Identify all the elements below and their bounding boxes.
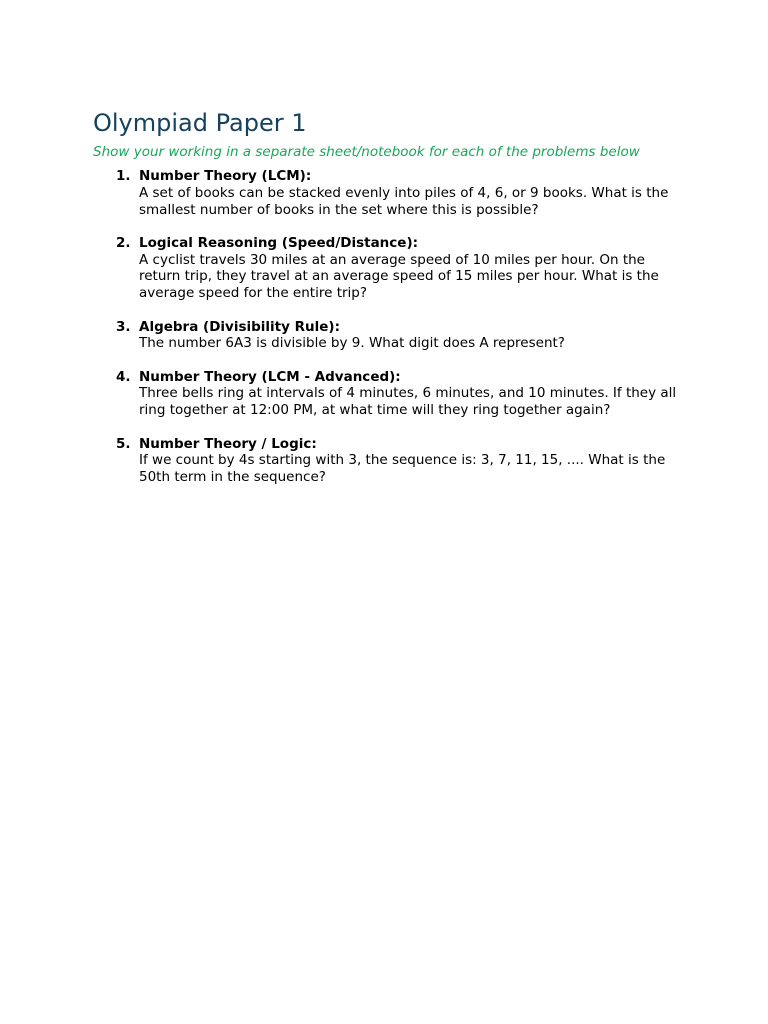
problem-text: If we count by 4s starting with 3, the sequence is: 3, 7, 11, 15, .... What is the 50th term in the sequence? <box>139 452 666 486</box>
problem-number: 4. <box>116 368 131 385</box>
problem-heading: Logical Reasoning (Speed/Distance): <box>139 234 419 251</box>
instruction-text: Show your working in a separate sheet/notebook for each of the problems below <box>93 144 640 160</box>
problem-list <box>93 168 678 486</box>
problem-text: A cyclist travels 30 miles at an average speed of 10 miles per hour. On the return trip, they travel at an average speed of 15 miles per hour. What is the average speed for the entire trip? <box>139 251 659 302</box>
problem-number: 3. <box>116 318 131 335</box>
problem-item-3 <box>93 319 678 353</box>
problem-item-5 <box>93 436 678 486</box>
document-page <box>93 106 678 502</box>
problem-heading: Number Theory (LCM): <box>139 168 312 184</box>
page-title: Olympiad Paper 1 <box>93 109 307 137</box>
problem-item-1 <box>93 168 678 218</box>
problem-number: 5. <box>116 435 131 452</box>
problem-heading: Algebra (Divisibility Rule): <box>139 318 340 335</box>
problem-heading: Number Theory (LCM - Advanced): <box>139 368 401 385</box>
problem-heading: Number Theory / Logic: <box>139 435 317 452</box>
problem-number: 2. <box>116 234 131 251</box>
problem-item-2 <box>93 235 678 302</box>
problem-item-4 <box>93 369 678 419</box>
problem-text: A set of books can be stacked evenly into piles of 4, 6, or 9 books. What is the smallest number of books in the set where this is possible? <box>139 184 669 218</box>
problem-text: The number 6A3 is divisible by 9. What digit does A represent? <box>139 335 565 352</box>
problem-number: 1. <box>116 168 131 184</box>
problem-text: Three bells ring at intervals of 4 minutes, 6 minutes, and 10 minutes. If they all ring together at 12:00 PM, at what time will they ring together again? <box>139 385 677 419</box>
